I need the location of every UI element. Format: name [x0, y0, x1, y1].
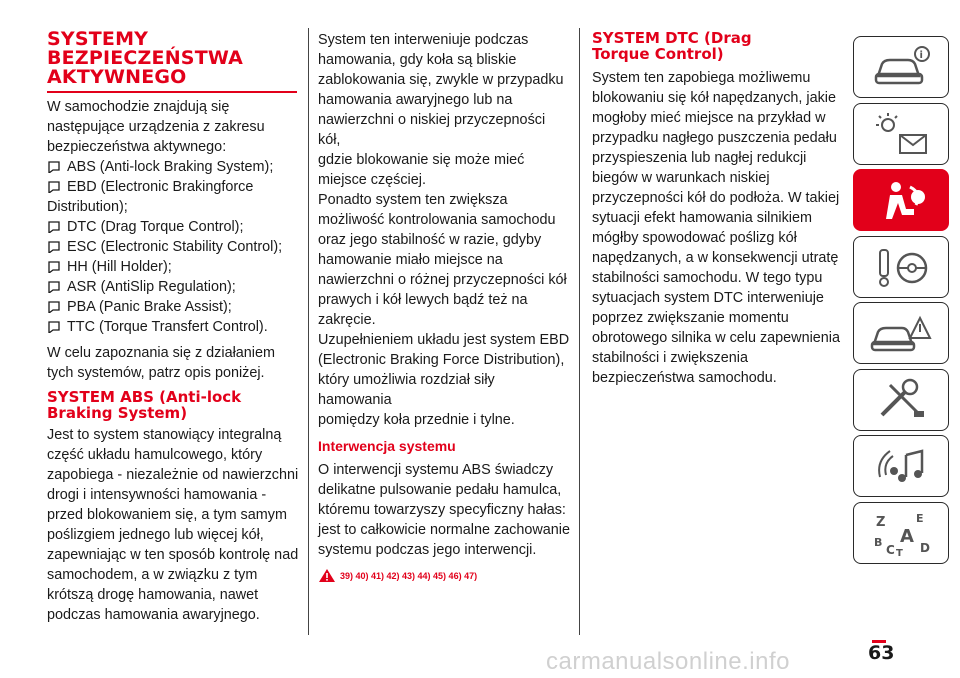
intervention-paragraph: O interwencji systemu ABS świadczy delikatne pulsowanie pedału hamulca, któremu towarzyszy specyficzny hałas: jest to całkowicie normalne zachowanie systemu podczas jego interwencji. [318, 462, 570, 558]
list-item: PBA (Panic Brake Assist); [47, 297, 299, 317]
list-item: ESC (Electronic Stability Control); [47, 237, 299, 257]
alphabetical-index-icon [866, 508, 936, 558]
list-item: ASR (AntiSlip Regulation); [47, 277, 299, 297]
list-item: EBD (Electronic Brakingforce [47, 177, 299, 197]
column-right [592, 30, 840, 388]
section-title-dtc: SYSTEM DTC (Drag Torque Control) [592, 29, 752, 63]
title-underline [47, 91, 297, 93]
column-middle [318, 30, 570, 583]
index-letter: A [900, 525, 914, 547]
list-item-continuation: Distribution); [47, 199, 128, 215]
bullet-icon [47, 161, 61, 173]
dashboard-lights-icon [866, 109, 936, 159]
abs-paragraph: Jest to system stanowiący integralną część układu hamulcowego, który zapobiega - niezależnie od nawierzchni drogi i intensywności hamowania - przed blokowaniem się, a tym samym poślizgiem jednego lub więcej kół, zapewniając w ten sposób kontrolę nad samochodem, a w związku z tym krótszą drogę hamowania, nawet podczas hamowania awaryjnego. [47, 427, 299, 623]
tab-multimedia[interactable] [853, 435, 949, 497]
watermark: carmanualsonline.info [546, 648, 790, 675]
warning-refs-text: 39) 40) 41) 42) 43) 44) 45) 46) 47) [340, 570, 478, 581]
key-steering-wheel-icon [866, 242, 936, 292]
bullet-icon [47, 241, 61, 253]
list-item: HH (Hill Holder); [47, 257, 299, 277]
section-title-abs: SYSTEM ABS (Anti-lock Braking System) [47, 388, 242, 422]
column-left [47, 30, 299, 625]
bullet-icon [47, 181, 61, 193]
list-item: DTC (Drag Torque Control); [47, 217, 299, 237]
systems-list [47, 157, 299, 337]
airbag-safety-icon [866, 175, 936, 225]
bullet-icon [47, 281, 61, 293]
index-letter: Z [876, 514, 886, 530]
column-divider [308, 28, 309, 635]
abs-continued-paragraph: System ten interweniuje podczas hamowania, gdy koła są bliskie zablokowania się, zwykle w przypadku hamowania awaryjnego lub na nawierzchni o niskiej przyczepności kół, gdzie blokowanie się może mieć miejsce częściej. Ponadto system ten zwiększa możliwość kontrolowania samochodu oraz jego stabilność w razie, gdyby hamowanie miało miejsce na nawierzchni o różnej przyczepności kół prawych i kół lewych bądź też na zakręcie. Uzupełnieniem układu jest system EBD (Electronic Braking Force Distribution), który umożliwia rozdział siły hamowania pomiędzy koła przednie i tylne. [318, 32, 570, 428]
svg-text:i: i [919, 50, 923, 61]
tab-dashboard-lights[interactable] [853, 103, 949, 165]
warning-triangle-icon [318, 568, 336, 583]
page-number: 63 [868, 642, 895, 664]
tab-airbag-safety[interactable] [853, 169, 949, 231]
bullet-icon [47, 261, 61, 273]
index-letter: C [886, 542, 895, 557]
tab-key-steering[interactable] [853, 236, 949, 298]
tab-alphabetical-index[interactable] [853, 502, 949, 564]
subsection-title-intervention: Interwencja systemu [318, 438, 456, 454]
bullet-icon [47, 221, 61, 233]
tab-car-info[interactable] [853, 36, 949, 98]
list-item: TTC (Torque Transfert Control). [47, 317, 299, 337]
list-item: ABS (Anti-lock Braking System); [47, 157, 299, 177]
service-tools-icon [866, 375, 936, 425]
multimedia-icon [866, 441, 936, 491]
bullet-icon [47, 301, 61, 313]
intro-paragraph: W samochodzie znajdują się następujące urządzenia z zakresu bezpieczeństwa aktywnego: [47, 99, 265, 155]
bullet-icon [47, 321, 61, 333]
outro-paragraph: W celu zapoznania się z działaniem tych systemów, patrz opis poniżej. [47, 345, 275, 381]
tab-service-tools[interactable] [853, 369, 949, 431]
chapter-tabs [853, 36, 949, 568]
index-letter: E [916, 511, 924, 525]
index-letter: D [920, 540, 930, 555]
car-info-icon [866, 42, 936, 92]
car-breakdown-icon [866, 308, 936, 358]
dtc-paragraph: System ten zapobiega możliwemu blokowaniu się kół napędzanych, jakie mogłoby mieć miejsce na przykład w przypadku nagłego puszczenia pedału przyspieszenia lub nagłej redukcji biegów w warunkach niskiej przyczepności kół do podłoża. W takiej sytuacji efekt hamowania silnikiem mógłby spowodować poślizg kół napędzanych, a w konsekwencji utratę stabilności samochodu. W tego typu sytuacjach system DTC interweniuje poprzez zwiększanie momentu obrotowego silnika w celu zapewnienia stabilności i zwiększenia bezpieczeństwa samochodu. [592, 70, 840, 386]
warning-references [318, 568, 570, 583]
column-divider [579, 28, 580, 635]
index-letter: B [874, 535, 883, 549]
index-letter: T [896, 547, 903, 558]
section-title-active-safety: SYSTEMY BEZPIECZEŃSTWA AKTYWNEGO [47, 28, 244, 88]
tab-car-breakdown[interactable] [853, 302, 949, 364]
